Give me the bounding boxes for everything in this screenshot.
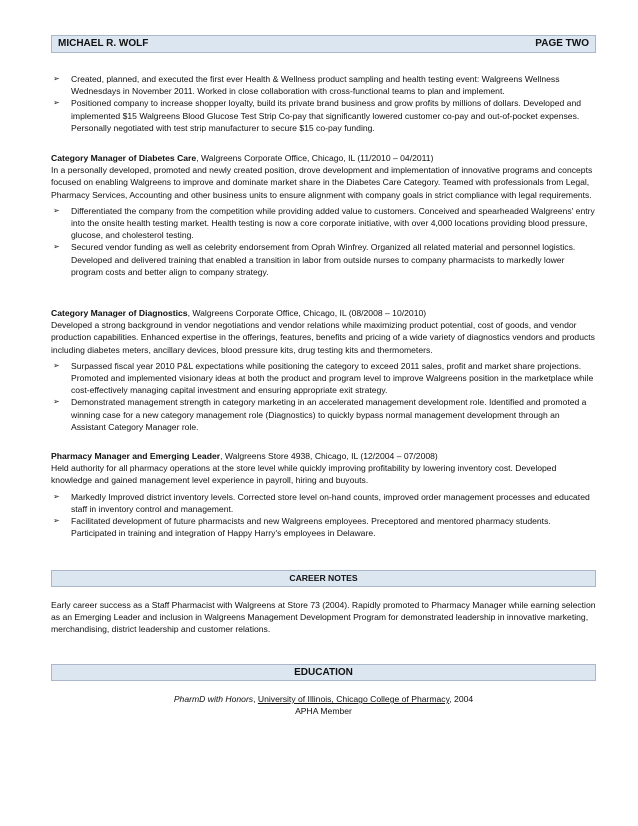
degree: PharmD with Honors: [173, 694, 254, 704]
candidate-name: MICHAEL R. WOLF: [58, 37, 149, 49]
job-title: Pharmacy Manager and Emerging Leader: [51, 451, 221, 461]
education-degree-line: PharmD with Honors, University of Illinois, Chicago College of Pharmacy, 2004: [173, 694, 474, 704]
list-item: ➢ Facilitated development of future pharmacists and new Walgreens employees. Preceptored and mentored pharmacy students. Participated in training and integration of Happy Harry's employees in Delaware.: [53, 516, 551, 539]
job-summary: In a personally developed, promoted and newly created position, drove development and implementation of innovative programs and concepts focused on enabling Walgreens to improve and dominate market share in the Diabetes Care Category. Teamed with professionals from Legal, Pharmacy Services, Accounting and other business units to ensure alignment with company goals in strict compliance with legal requirements.: [51, 165, 593, 200]
job-summary: Held authority for all pharmacy operations at the store level while quickly improving profitability by lowering inventory cost. Developed knowledge and gained management level experience in payroll, hiring and buyouts.: [51, 463, 557, 486]
arrow-bullet-icon: ➢: [53, 205, 60, 215]
header-bar: [51, 35, 596, 53]
list-item: ➢ Differentiated the company from the competition while providing added value to customers. Conceived and spearheaded Walgreens' entry into the onsite health testing market. Health testing is now a core corporate initiative, with over 4,000 locations providing blood pressure, glucose, and cholesterol testing.: [53, 205, 595, 241]
school-name: University of Illinois, Chicago College of Pharmacy: [257, 694, 450, 704]
arrow-bullet-icon: ➢: [53, 397, 60, 407]
job-summary: Developed a strong background in vendor negotiations and vendor relations while maximizing product potential, cost of goods, and vendor production capabilities. Enhanced expertise in the offerings, features, benefits and pricing of a wide variety of diagnostics vendors and products including diabetes meters, ancillary devices, blood pressure kits, drug testing kits and thermometers.: [51, 320, 595, 355]
arrow-bullet-icon: ➢: [53, 516, 60, 526]
arrow-bullet-icon: ➢: [53, 74, 60, 83]
list-item: ➢ Positioned company to increase shopper loyalty, build its private brand business and grow profits by millions of dollars. Developed and implemented $15 Walgreens Blood Glucose Test Strip Co-pay that significantly lowered customer co-pay and out-of-pocket expenses. Personally negotiated with test strip manufacturer to secure $15 co-pay funding.: [53, 98, 582, 133]
list-item: ➢ Surpassed fiscal year 2010 P&L expectations while positioning the category to exceed 2011 sales, profit and market share projections. Promoted and implemented visionary ideas at both the product and program level to improve Walgreens position in the marketplace while cost-effectively managing capital investment and ensuring appropriate exit strategy.: [53, 360, 594, 396]
list-item: ➢ Secured vendor funding as well as celebrity endorsement from Oprah Winfrey. Organized all related material and personnel logistics. Developed and delivered training that enabled a transition in labor from outside nurses to company pharmacists to markedly lower program costs and better align to company strategy.: [53, 242, 576, 277]
list-item: ➢ Markedly Improved district inventory levels. Corrected store level on-hand counts, improved order management processes and educated staff in inventory control and management.: [53, 491, 590, 514]
job-section: [51, 152, 596, 278]
career-notes-text: Early career success as a Staff Pharmacist with Walgreens at Store 73 (2004). Rapidly promoted to Pharmacy Manager while earning selection as an Emerging Leader and inclusion in Walgreens Management Development Program for demonstrated leadership in innovative marketing, merchandising, district leadership and customer relations.: [51, 600, 596, 635]
list-item: ➢ Demonstrated management strength in category marketing in an accelerated management development role. Identified and promoted a winning case for a new category management role (Diagnostics) to quickly bypass normal management development through an Assistant Category Manager role.: [53, 397, 587, 432]
section-heading: EDUCATION: [51, 664, 596, 681]
arrow-bullet-icon: ➢: [53, 242, 60, 252]
arrow-bullet-icon: ➢: [53, 491, 60, 501]
education-section: [51, 664, 596, 717]
job-details: , Walgreens Corporate Office, Chicago, IL (11/2010 – 04/2011): [196, 153, 434, 163]
list-item: ➢ Created, planned, and executed the first ever Health & Wellness product sampling and health testing event: Walgreens Wellness Wednesdays in November 2011. Worked in close collaboration with cross-functional teams to plan and implement.: [53, 74, 560, 97]
section-heading: CAREER NOTES: [51, 570, 596, 587]
graduation-year: , 2004: [449, 694, 474, 704]
job-title: Category Manager of Diagnostics: [51, 308, 188, 318]
job-section: [51, 450, 596, 539]
job-details: , Walgreens Store 4938, Chicago, IL (12/2004 – 07/2008): [220, 451, 438, 461]
job-title: Category Manager of Diabetes Care: [51, 153, 197, 163]
page-label: PAGE TWO: [535, 37, 589, 49]
membership: APHA Member: [295, 706, 352, 717]
arrow-bullet-icon: ➢: [53, 98, 60, 108]
job-section: [51, 307, 596, 433]
arrow-bullet-icon: ➢: [53, 360, 60, 370]
career-notes-section: [51, 570, 596, 636]
top-bullets: [51, 73, 596, 134]
job-details: , Walgreens Corporate Office, Chicago, IL (08/2008 – 10/2010): [187, 308, 427, 318]
